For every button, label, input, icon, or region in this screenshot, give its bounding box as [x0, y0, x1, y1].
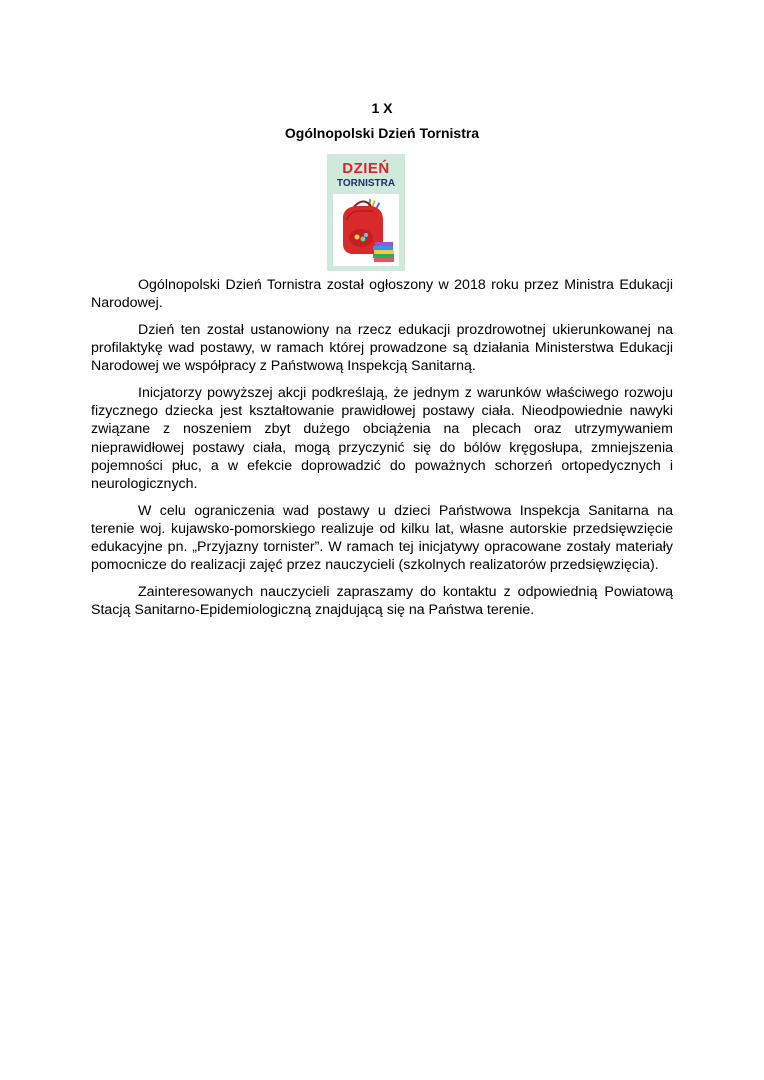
document-number: 1 X [371, 100, 393, 116]
backpack-icon [333, 194, 399, 266]
paragraph: Zainteresowanych nauczycieli zapraszamy do kontaktu z odpowiednią Powiatową Stacją Sanitarno-Epidemiologiczną znajdującą się na Państwa terenie. [91, 584, 673, 619]
paragraph: Dzień ten został ustanowiony na rzecz edukacji prozdrowotnej ukierunkowanej na profilaktykę wad postawy, w ramach której prowadzone są działania Ministerstwa Edukacji Narodowej we współpracy z Państwową Inspekcją Sanitarną. [91, 321, 673, 375]
paragraph: Inicjatorzy powyższej akcji podkreślają, że jednym z warunków właściwego rozwoju fizycznego dziecka jest kształtowanie prawidłowej postawy ciała. Nieodpowiednie nawyki związane z noszeniem zbyt dużego obciążenia na plecach oraz utrzymywaniem nieprawidłowej postawy ciała, mogą przyczynić się do bólów kręgosłupa, zmniejszenia pojemności płuc, a w efekcie doprowadzić do poważnych schorzeń ortopedycznych i neurologicznych. [91, 385, 673, 493]
paragraph: W celu ograniczenia wad postawy u dzieci Państwowa Inspekcja Sanitarna na terenie woj. kujawsko-pomorskiego realizuje od kilku lat, własne autorskie przedsięwzięcie edukacyjne pn. „Przyjazny tornister”. W ramach tej inicjatywy opracowane zostały materiały pomocnicze do realizacji zajęć przez nauczycieli (szkolnych realizatorów przedsięwzięcia). [91, 502, 673, 574]
backpack-illustration [333, 194, 399, 266]
dzien-tornistra-poster [327, 154, 405, 271]
document-title: Ogólnopolski Dzień Tornistra [284, 125, 480, 141]
paragraph: Ogólnopolski Dzień Tornistra został ogłoszony w 2018 roku przez Ministra Edukacji Narodowej. [91, 277, 673, 312]
poster-subtitle: TORNISTRA [336, 178, 396, 189]
document-body [91, 276, 673, 628]
poster-title: DZIEŃ [342, 160, 390, 177]
